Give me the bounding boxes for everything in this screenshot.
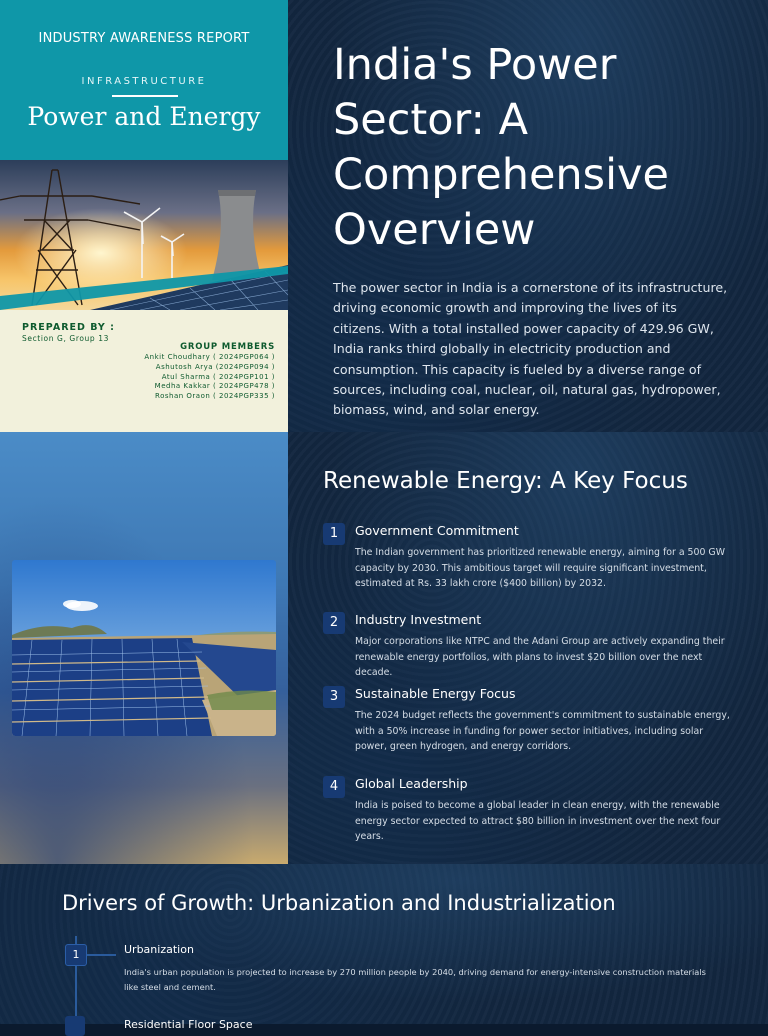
item-text: The 2024 budget reflects the government's commitment to sustainable energy, with a 50% increase in funding for power sector initiatives, including solar power, green hydrogen, and energy corridors. — [355, 710, 730, 753]
cover-sector: INFRASTRUCTURE — [81, 76, 207, 87]
cover-title: Power and Energy — [27, 102, 261, 131]
section-group: Section G, Group 13 — [22, 334, 109, 343]
item-number: 4 — [323, 776, 345, 798]
renewable-image-panel — [0, 432, 288, 864]
member-name: Roshan Oraon ( 2024PGP335 ) — [155, 392, 275, 401]
item-text: India is poised to become a global leader in clean energy, with the renewable energy sector expected to attract $80 billion in investment over the next four years. — [355, 800, 721, 843]
section-heading: Drivers of Growth: Urbanization and Industrialization — [62, 891, 616, 915]
member-name: Atul Sharma ( 2024PGP101 ) — [161, 372, 275, 381]
item-text: Major corporations like NTPC and the Adani Group are actively expanding their renewable energy portfolios, with plans to invest $20 billion over the next decade. — [355, 636, 725, 679]
item-number — [65, 1016, 85, 1036]
section-heading: Renewable Energy: A Key Focus — [323, 468, 688, 494]
item-title: Industry Investment — [355, 612, 482, 627]
cover-divider — [112, 95, 178, 97]
item-number: 2 — [323, 612, 345, 634]
item-number: 1 — [65, 944, 87, 966]
item-title: Urbanization — [124, 943, 194, 956]
members-list — [144, 353, 275, 402]
renewable-panel — [288, 432, 768, 864]
item-number: 3 — [323, 686, 345, 708]
member-name: Ankit Choudhary ( 2024PGP064 ) — [144, 353, 275, 361]
item-title: Global Leadership — [355, 776, 468, 791]
cover-header — [0, 0, 288, 176]
item-title: Residential Floor Space — [124, 1018, 253, 1031]
member-name: Medha Kakkar ( 2024PGP478 ) — [154, 382, 275, 391]
item-title: Sustainable Energy Focus — [355, 686, 516, 701]
solar-farm-photo — [12, 560, 276, 736]
report-cover — [0, 0, 288, 432]
slide-renewable — [0, 432, 768, 864]
item-text: India's urban population is projected to increase by 270 million people by 2040, driving demand for energy-intensive construction materials like steel and cement. — [124, 967, 706, 992]
overview-panel — [288, 0, 768, 432]
slide-overview — [0, 0, 768, 432]
page-title: India's Power Sector: A Comprehensive Overview — [333, 40, 669, 255]
item-text: The Indian government has prioritized renewable energy, aiming for a 500 GW capacity by 2030. This ambitious target will require significant investment, estimated at Rs. 33 lakh crore ($400 billion) by 2032. — [355, 547, 725, 590]
intro-paragraph: The power sector in India is a cornerstone of its infrastructure, driving economic growth and improving the lives of its citizens. With a total installed power capacity of 429.96 GW, India ranks third globally in electricity production and consumption. This capacity is fueled by a diverse range of sources, including coal, nuclear, oil, natural gas, hydropower, biomass, wind, and solar energy. — [333, 280, 728, 418]
timeline-connector — [86, 954, 116, 956]
slide-drivers — [0, 864, 768, 1031]
item-number: 1 — [323, 523, 345, 545]
power-energy-photo — [0, 160, 288, 310]
prepared-by-label: PREPARED BY : — [22, 322, 115, 333]
item-title: Government Commitment — [355, 523, 519, 538]
member-name: Ashutosh Arya (2024PGP094 ) — [155, 362, 275, 371]
cover-kicker: INDUSTRY AWARENESS REPORT — [38, 31, 250, 46]
group-members-heading: GROUP MEMBERS — [180, 342, 275, 352]
